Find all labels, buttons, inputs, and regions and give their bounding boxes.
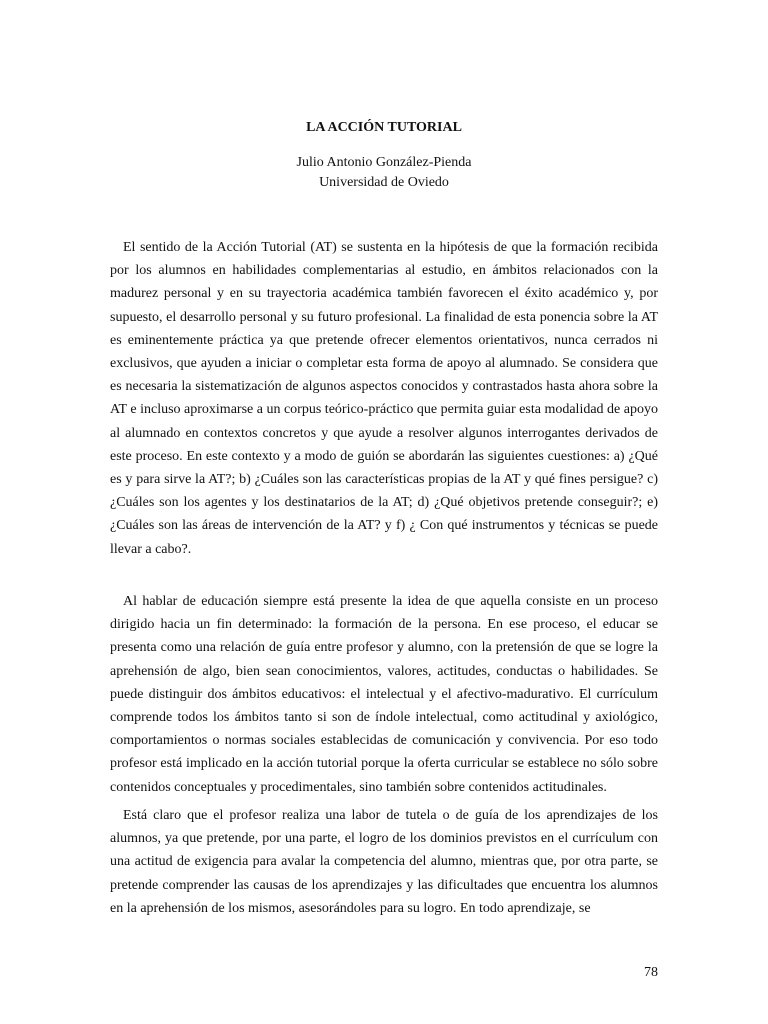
- page-number: 78: [644, 965, 658, 980]
- body-paragraph: El sentido de la Acción Tutorial (AT) se sustenta en la hipótesis de que la formación recibida por los alumnos en habilidades complementarias al estudio, en ámbitos relacionados con la madurez personal y en su trayectoria académica también favorecen el éxito académico y, por supuesto, el desarrollo personal y su futuro profesional. La finalidad de esta ponencia sobre la AT es eminentemente práctica ya que pretende ofrecer elementos orientativos, nunca cerrados ni exclusivos, que ayuden a iniciar o completar esta forma de apoyo al alumnado. Se considera que es necesaria la sistematización de algunos aspectos conocidos y contrastados hasta ahora sobre la AT e incluso aproximarse a un corpus teórico-práctico que permita guiar esta modalidad de apoyo al alumnado en contextos concretos y que ayude a resolver algunos interrogantes derivados de este proceso. En este contexto y a modo de guión se abordarán las siguientes cuestiones: a) ¿Qué es y para sirve la AT?; b) ¿Cuáles son las características propias de la AT y qué fines persigue? c) ¿Cuáles son los agentes y los destinatarios de la AT; d) ¿Qué objetivos pretende conseguir?; e) ¿Cuáles son las áreas de intervención de la AT? y f) ¿ Con qué instrumentos y técnicas se puede llevar a cabo?.: [110, 240, 658, 557]
- document-title: LA ACCIÓN TUTORIAL: [306, 120, 462, 135]
- author-affiliation: Universidad de Oviedo: [319, 175, 449, 190]
- body-paragraph: Al hablar de educación siempre está presente la idea de que aquella consiste en un proceso dirigido hacia un fin determinado: la formación de la persona. En ese proceso, el educar se presenta como una relación de guía entre profesor y alumno, con la pretensión de que se logre la aprehensión de algo, bien sean conocimientos, valores, actitudes, conductas o habilidades. Se puede distinguir dos ámbitos educativos: el intelectual y el afectivo-madurativo. El currículum comprende todos los ámbitos tanto si son de índole intelectual, como actitudinal y axiológico, comportamientos o normas sociales establecidas de comunicación y convivencia. Por eso todo profesor está implicado en la acción tutorial porque la oferta curricular se establece no sólo sobre contenidos conceptuales y procedimentales, sino también sobre contenidos actitudinales.: [110, 594, 658, 795]
- body-paragraph: Está claro que el profesor realiza una labor de tutela o de guía de los aprendizajes de los alumnos, ya que pretende, por una parte, el logro de los dominios previstos en el currículum con una actitud de exigencia para avalar la competencia del alumno, mientras que, por otra parte, se pretende comprender las causas de los aprendizajes y las dificultades que encuentra los alumnos en la aprehensión de los mismos, asesorándoles para su logro. En todo aprendizaje, se: [110, 808, 658, 916]
- author-name: Julio Antonio González-Pienda: [296, 155, 472, 170]
